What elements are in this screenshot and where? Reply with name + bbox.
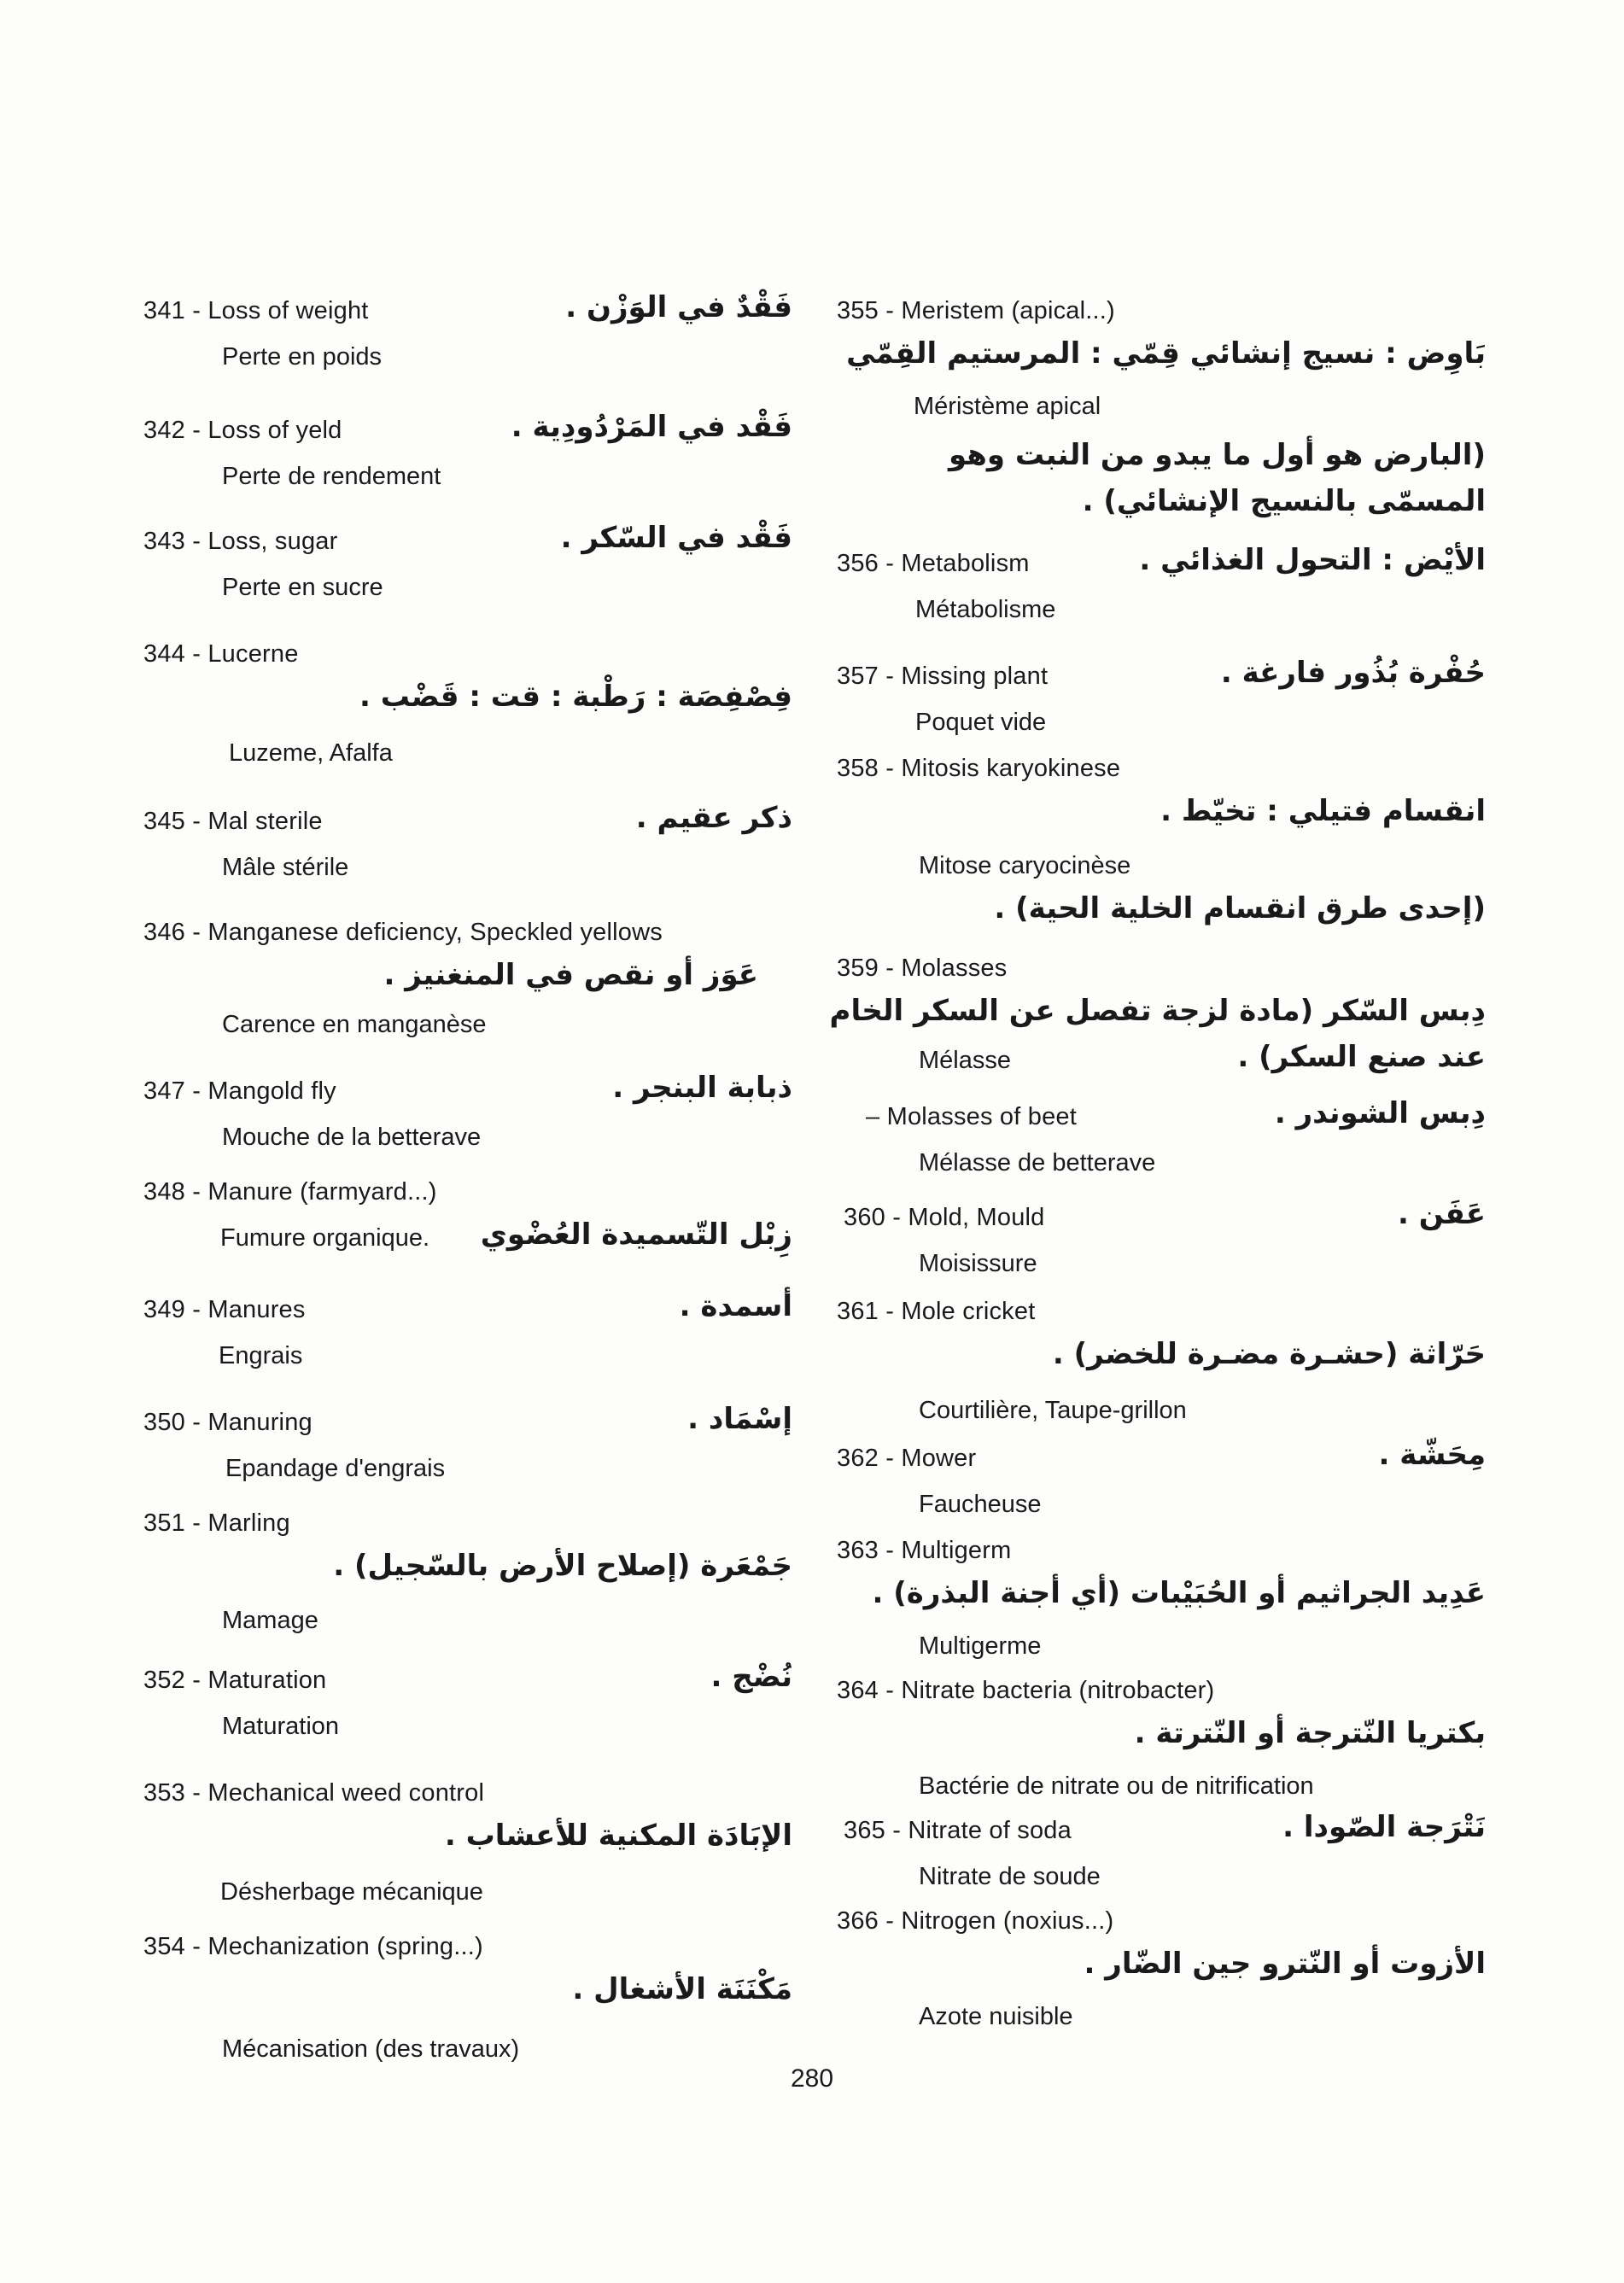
french-term: Luzeme, Afalfa [229,739,393,767]
english-term: 360 - Mold, Mould [844,1204,1045,1231]
french-term: Bactérie de nitrate ou de nitrification [919,1772,1314,1800]
dictionary-entry [837,1096,1486,1188]
dictionary-entry [143,1402,792,1494]
english-term: 353 - Mechanical weed control [143,1779,485,1807]
english-term: 346 - Manganese deficiency, Speckled yellows [143,919,663,946]
arabic-term: ذبابة البنجر . [612,1071,792,1105]
arabic-term: الأيْض : التحول الغذائي . [1139,543,1486,577]
english-term: 359 - Molasses [837,955,1008,982]
dictionary-entry [143,1772,792,1918]
english-term: 347 - Mangold fly [143,1077,336,1105]
french-term: Maturation [222,1713,340,1740]
english-term: 345 - Mal sterile [143,808,323,835]
dictionary-entry [143,912,792,1050]
arabic-note: (إحدى طرق انقسام الخلية الحية) . [994,891,1486,925]
right-column [829,0,1486,2283]
dictionary-entry [837,1197,1486,1289]
french-term: Moisissure [919,1250,1037,1277]
dictionary-entry [143,634,792,779]
english-term: 364 - Nitrate bacteria (nitrobacter) [837,1677,1215,1704]
arabic-term: عَدِيد الجراثيم أو الحُبَيْبات (أي أجنة البذرة) . [872,1576,1486,1610]
left-column [143,0,792,2283]
arabic-term: فَقْد في المَرْدُودِية . [511,410,792,444]
dictionary-entry [143,1926,792,2075]
arabic-term: فَقْدٌ في الوَزْن . [565,290,792,324]
arabic-term: نَتْرَجة الصّودا . [1282,1810,1486,1844]
arabic-term: بكتريا النّترجة أو النّترتة . [1134,1716,1486,1750]
arabic-term: مِحَشّة . [1378,1438,1486,1472]
french-term: Poquet vide [915,709,1047,736]
french-term: Perte en sucre [222,574,383,601]
french-term: Epandage d'engrais [225,1455,446,1482]
english-term: 366 - Nitrogen (noxius...) [837,1907,1114,1935]
french-term: Nitrate de soude [919,1863,1101,1890]
dictionary-entry [837,1810,1486,1902]
dictionary-entry [143,1289,792,1381]
dictionary-entry [143,521,792,613]
dictionary-entry [837,748,1486,937]
french-term: Mécanisation (des travaux) [222,2035,520,2063]
dictionary-entry [143,1503,792,1646]
arabic-term: انقسام فتيلي : تخيّط . [1160,794,1486,828]
dictionary-entry [143,801,792,893]
english-term: 363 - Multigerm [837,1537,1012,1564]
arabic-term: فِصْفِصَة : رَطْبة : قت : قَضْب . [359,680,792,714]
arabic-term: عَوَز أو نقص في المنغنيز . [383,958,758,992]
arabic-term: حَرّاثة (حشـرة مضـرة للخضر) . [1052,1337,1486,1371]
french-term: Fumure organique. [220,1224,430,1252]
french-term: Faucheuse [919,1491,1042,1518]
dictionary-entry [837,1530,1486,1672]
french-term: Mouche de la betterave [222,1124,482,1151]
dictionary-entry [837,1670,1486,1812]
french-term: Courtilière, Taupe-grillon [919,1397,1187,1424]
dictionary-entry [143,1171,792,1264]
arabic-term: جَمْعَرة (إصلاح الأرض بالسّجيل) . [333,1549,792,1583]
arabic-term: حُفْرة بُذُور فارغة . [1220,656,1486,690]
dictionary-entry [143,410,792,502]
arabic-note: (البارض هو أول ما يبدو من النبت وهو المسمّى بالنسيج الإنشائي) . [948,438,1486,518]
french-term: Engrais [219,1342,303,1369]
english-term: 349 - Manures [143,1296,306,1323]
french-term: Mélasse [919,1047,1011,1074]
arabic-term: نُضْج . [710,1660,792,1694]
dictionary-entry [829,948,1486,1086]
arabic-term: فَقْد في السّكر . [560,521,792,555]
french-term: Perte en poids [222,343,383,371]
english-term: 350 - Manuring [143,1409,313,1436]
french-term: Carence en manganèse [222,1011,487,1038]
dictionary-entry [837,543,1486,635]
french-term: Mélasse de betterave [919,1149,1156,1177]
arabic-term: مَكْنَنَة الأشغال . [572,1972,792,2006]
page-number: 280 [790,2064,834,2093]
dictionary-entry [837,1291,1486,1436]
arabic-term: أسمدة . [679,1289,792,1323]
arabic-term: ذكر عقيم . [635,801,792,835]
english-term: 351 - Marling [143,1509,290,1537]
english-term: 361 - Mole cricket [837,1298,1036,1325]
french-term: Perte de rendement [222,463,441,490]
arabic-term: دِبس السّكر (مادة لزجة تفصل عن السكر الخام [829,994,1486,1028]
english-term: 354 - Mechanization (spring...) [143,1933,483,1960]
english-term: 358 - Mitosis karyokinese [837,755,1121,782]
dictionary-entry [837,290,1486,526]
arabic-term: إسْمَاد . [687,1402,792,1436]
english-term: 348 - Manure (farmyard...) [143,1178,437,1206]
arabic-term: الأزوت أو النّترو جين الضّار . [1084,1947,1486,1981]
dictionary-entry [837,1438,1486,1530]
french-term: Multigerme [919,1632,1042,1660]
french-term: Azote nuisible [919,2003,1073,2030]
french-term: Métabolisme [915,596,1056,623]
arabic-term: عَفَن . [1397,1197,1486,1231]
english-term: 344 - Lucerne [143,640,299,668]
dictionary-entry [143,1071,792,1163]
french-term: Désherbage mécanique [220,1878,483,1906]
french-term: Mamage [222,1607,318,1634]
french-term: Mitose caryocinèse [919,852,1131,879]
dictionary-entry [143,290,792,382]
french-term: Mâle stérile [222,854,349,881]
english-term: 365 - Nitrate of soda [844,1817,1072,1844]
french-term: Méristème apical [914,393,1101,420]
english-term: 356 - Metabolism [837,550,1030,577]
english-term: 343 - Loss, sugar [143,528,338,555]
english-term: – Molasses of beet [866,1103,1078,1130]
english-term: 341 - Loss of weight [143,297,369,324]
dictionary-entry [837,656,1486,748]
english-term: 352 - Maturation [143,1667,327,1694]
arabic-term: دِبس الشوندر . [1274,1096,1486,1130]
arabic-term: بَاوِض : نسيج إنشائي قِمّي : المرستيم القِمّي [846,336,1486,371]
arabic-note: عند صنع السكر) . [1237,1040,1486,1074]
english-term: 357 - Missing plant [837,663,1049,690]
english-term: 342 - Loss of yeld [143,417,342,444]
english-term: 362 - Mower [837,1445,977,1472]
english-term: 355 - Meristem (apical...) [837,297,1115,324]
arabic-term: زِبْل التّسميدة العُضْوي [480,1217,792,1252]
dictionary-entry [837,1901,1486,2042]
dictionary-entry [143,1660,792,1752]
arabic-term: الإبَادَة المكنية للأعشاب . [444,1819,792,1853]
